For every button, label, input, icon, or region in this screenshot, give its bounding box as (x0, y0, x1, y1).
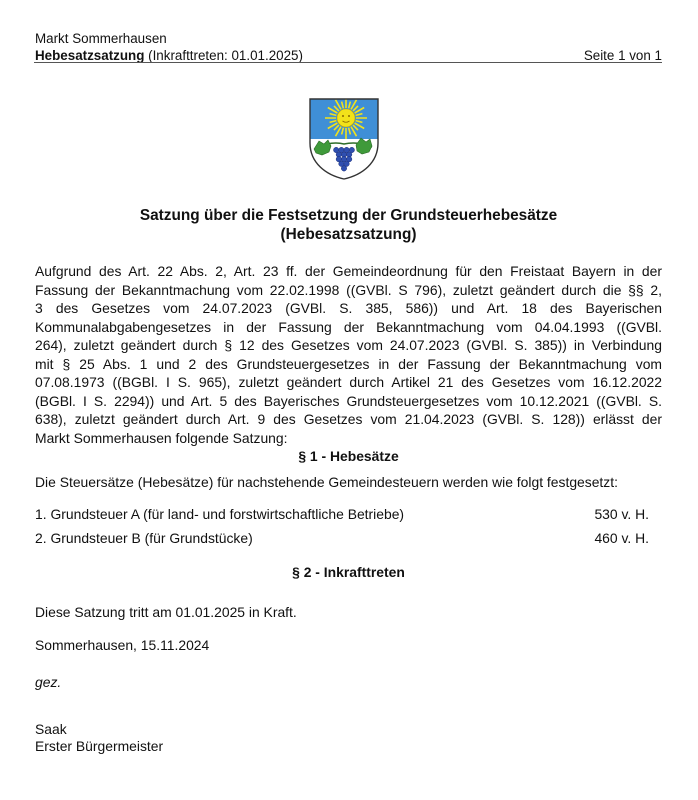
doc-short-title: Hebesatzsatzung (35, 48, 145, 63)
header-divider (34, 62, 662, 63)
page-number: Seite 1 von 1 (583, 48, 662, 63)
section-1-heading: § 1 - Hebesätze (298, 448, 399, 464)
section-2-heading: § 2 - Inkrafttreten (292, 564, 405, 580)
sun-face (337, 109, 355, 127)
section-1-intro: Die Steuersätze (Hebesätze) für nachstehende Gemeindesteuern werden wie folgt festgesetzt: (35, 474, 618, 490)
preamble-line: 3 des Gesetzes vom 24.07.2023 (GVBl. S. 385, 586)) und Art. 18 des Bayerischen (35, 300, 662, 316)
title-line-1: Satzung über die Festsetzung der Grundsteuerhebesätze (139, 207, 558, 224)
signatory-name: Saak (35, 721, 67, 737)
preamble-line: mit § 25 Abs. 1 und 2 des Grundsteuergesetzes in der Fassung der Bekanntmachung vom (35, 355, 662, 372)
preamble-line: 638), zuletzt geändert durch Art. 9 des Gesetzes vom 21.04.2023 (GVBl. S. 128)) erlässt der (35, 411, 662, 427)
rate-row (35, 530, 649, 546)
rate-label: 2. Grundsteuer B (für Grundstücke) (35, 530, 253, 546)
preamble-line: (BGBl. I S. 2294)) und Art. 5 des Bayerisches Grundsteuergesetzes vom 10.12.2021 ((GVBl. S. (35, 392, 662, 409)
rate-value: 460 v. H. (594, 530, 649, 546)
doc-subtitle: (Inkrafttreten: 01.01.2025) (148, 48, 303, 63)
rate-row (35, 506, 649, 522)
preamble-line: Aufgrund des Art. 22 Abs. 2, Art. 23 ff. der Gemeindeordnung für den Freistaat Bayern in der (35, 263, 662, 279)
preamble-line: Kommunalabgabengesetzes in der Fassung der Bekanntmachung vom 04.04.1993 ((GVBl. (35, 318, 662, 335)
title-line-2: (Hebesatzsatzung) (280, 225, 417, 243)
municipality-name: Markt Sommerhausen (35, 31, 167, 46)
page-header (35, 30, 662, 64)
rate-value: 530 v. H. (594, 506, 649, 522)
signature-signed-note: gez. (35, 674, 62, 690)
document-title (35, 207, 662, 244)
grape (341, 166, 346, 171)
preamble-line: Fassung der Bekanntmachung vom 22.02.1998 ((GVBl. S 796), zuletzt geändert durch die §§ 2, (35, 281, 662, 298)
preamble-line: 07.08.1973 ((BGBl. I S. 965), zuletzt geändert durch Artikel 21 des Gesetzes vom 16.12.2022 (35, 374, 662, 390)
preamble-line: Markt Sommerhausen folgende Satzung: (35, 429, 288, 446)
rate-label: 1. Grundsteuer A (für land- und forstwirtschaftliche Betriebe) (35, 506, 405, 522)
preamble-line: 264), zuletzt geändert durch § 12 des Gesetzes vom 24.07.2023 (GVBl. S. 385)) in Verbindung (35, 337, 662, 353)
signatory-role: Erster Bürgermeister (35, 738, 164, 754)
signature-place-date: Sommerhausen, 15.11.2024 (35, 637, 210, 653)
preamble-paragraph (35, 262, 662, 447)
coat-of-arms-icon (308, 97, 380, 181)
section-2-text: Diese Satzung tritt am 01.01.2025 in Kraft. (35, 604, 297, 620)
